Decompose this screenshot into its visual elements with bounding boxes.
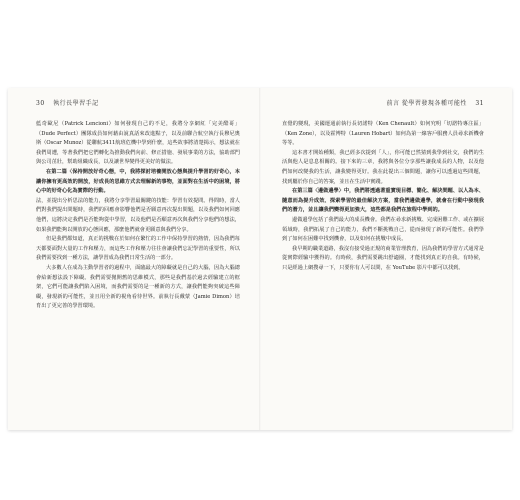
left-running-head: 執行長學習手記	[53, 100, 99, 107]
paragraph: 這本書才開始種類，我已經多次提到「人」，你可能已然猜到我學到社交，我們的生活與他人是息息相關的。接下來的三章，我將與各位分享那些讓我成長的人物，以及他們如何改變我的生活，讓我變得更好。我在此提出三個問題，讓你可以透過這些問題，找到屬於你自己的答案，並且在生活中實踐。	[282, 149, 484, 185]
paragraph: 我早期的職業道路，我沒有接受過正規的商業管理教育，因為我們的學習方式通常是從實際經驗中獲得的。有時候，我們需要跳出舒適圈，才能找到真正的自我。有時候，只是經過上網搜尋一下，只要你有人可以問，在 YouTube 影片中都可以找到。	[282, 245, 484, 271]
paragraph: 大多數人在成為主動學習者的過程中，面臨最大的障礙就是自己的大腦，因為大腦總會給新想法設下障礙。我們需要拋開舊的思維模式，那些是我們基於過去經驗建立的框架，它們可能讓我們陷入困境，而我們需要的是一種新的方式，讓我們能夠突破這些障礙，發現新的可能性，並且用全新的視角看待世界。前執行長戴蒙（Jamie Dimon）培育出了更完善的學習環境。	[36, 264, 240, 310]
paragraph-bold: 在第二篇〈保持開放好奇心態，中，我將探討培養開放心態與提升學習的好奇心，本讓你擁有更高效的開放，好成長的思維方式去理解新的事物，並面對在生活中的困境，將心中的好奇心化為實際的行動。	[36, 168, 240, 195]
book-spread	[8, 88, 512, 430]
right-page-number: 31	[475, 100, 484, 107]
paragraph-bold: 在第三篇〈邊做邊學〉中，我們將透過著重實現目標、簡化、解決問題、以人為本、隨意而為提升成效、探索學習的最佳解決方案，當我們邊做邊學，就會在行動中發現我們的潛力，並且讓我們變得更加強大，這些都是我們在旅程中學到的。	[282, 188, 484, 214]
left-page-number: 30	[36, 100, 45, 107]
left-page-body	[36, 120, 240, 312]
paragraph: 藍奇歐尼（Patrick Lencioni）如何發現自己的不足，我將分享網紅「完美酷哥」（Dude Perfect）團隊成員如何藉由說真話來改進點子，以及前聯合航空執行長穆尼奧斯（Oscar Munoz）從聯航3411航班危機中學到什麼，這些故事將清楚揭示，想法就在我們周遭，等著我們把它們轉化為推動我們向前、修正措施、發展事業的方法，協助部門與公司茁壯，幫助組織成長，以及讓世界變得更美好的做法。	[36, 121, 240, 166]
right-page-header	[387, 98, 490, 107]
left-page	[8, 88, 260, 430]
right-page-body	[282, 120, 484, 274]
right-page	[260, 88, 512, 430]
right-running-head: 前言 從學習發現各種可能性	[386, 100, 467, 107]
paragraph: 邊做邊學包括了我們最大的成長機會。我們在尋求新挑戰、完成困難工作、或在擴展領域時，我們拓展了自己的能力，我們不斷挑戰自己，從而發現了新的可能性。我們學到了如何在困難中找到機會，以及如何在挑戰中成長。	[282, 216, 484, 243]
left-page-header	[30, 98, 99, 107]
paragraph: 直覺的變現，美國運通前執行長切諾特（Ken Chenault）如何究明「切諾特專注區」（Ken Zone），以及霍博特（Lauren Hobart）如何為第一線客戶服務人員尋求新機會等等。	[282, 121, 484, 147]
paragraph: 但是我們都知道，真正的挑戰在於如何在繁忙的工作中保持學習的熱情，因為我們每天都要面對大量的工作和壓力，而這些工作和壓力往往會讓我們忘記學習的重要性，所以我們需要找到一種方法，讓學習成為我們日常生活的一部分。	[36, 236, 240, 262]
paragraph: 法，並提出分析思法的能力，我將分享學習最關鍵的技能：學習有效提問。得問時，當人們對我們提出問題時，我們的回應會影響他們是否願意再次提出問題，以及我們如何回應他們，這將決定我們是否能夠從中學習，以及他們是否願意再次與我們分享他們的想法，如果我們能夠以開放的心態回應，那麼他們就會更願意與我們分享。	[36, 197, 240, 233]
